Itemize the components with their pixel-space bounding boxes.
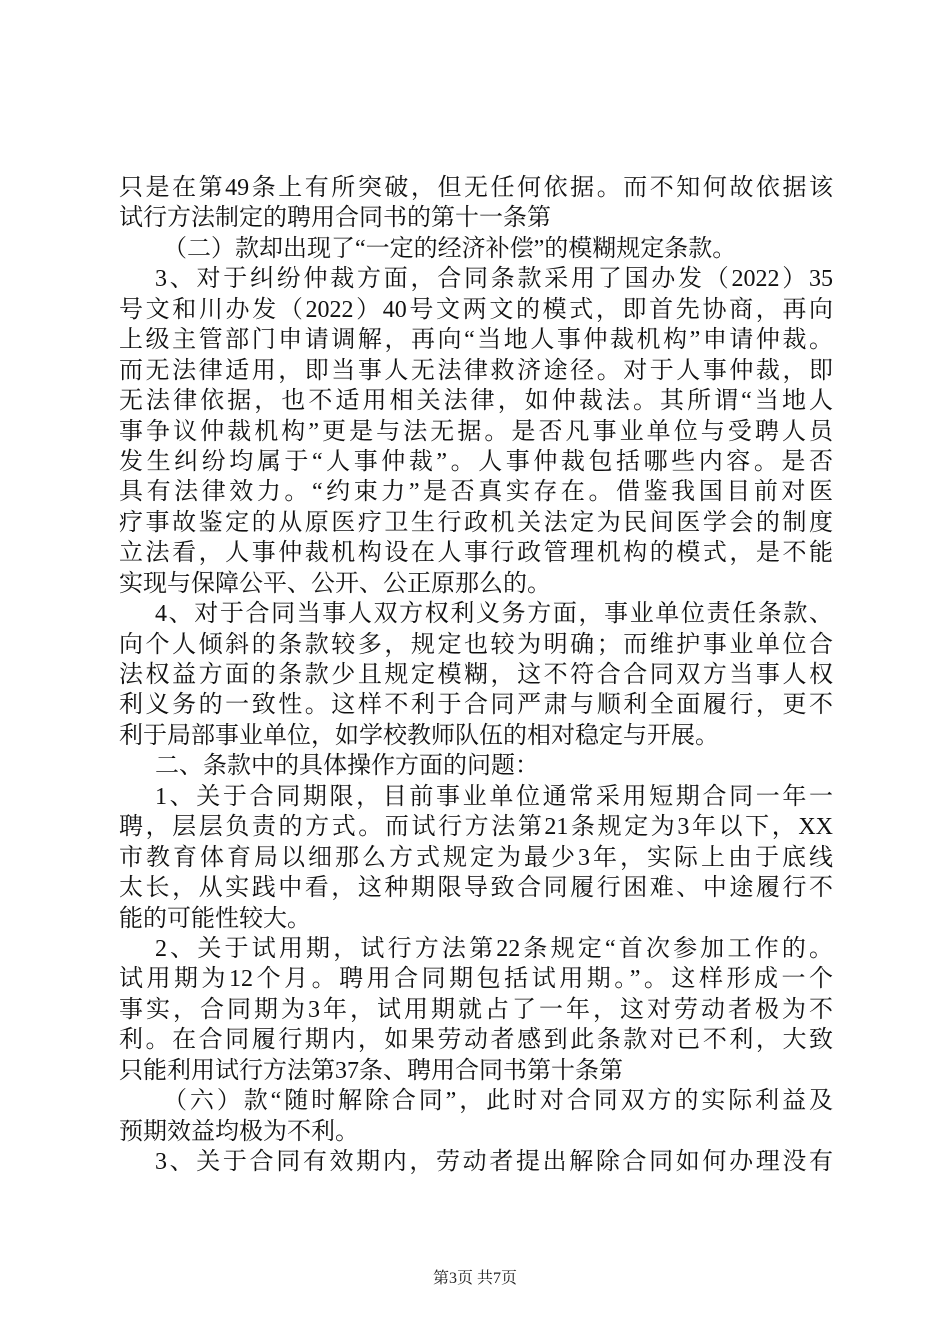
- section-heading: 二、条款中的具体操作方面的问题：: [155, 753, 539, 780]
- text-line: 事实，合同期为3年，试用期就占了一年，这对劳动者极为不: [119, 996, 833, 1023]
- text-line: 具有法律效力。“约束力”是否真实存在。借鉴我国目前对医: [119, 479, 833, 506]
- text-line: 利义务的一致性。这样不利于合同严肃与顺利全面履行，更不: [119, 692, 833, 719]
- text-line: 试用期为12个月。聘用合同期包括试用期。”。这样形成一个: [119, 966, 833, 993]
- text-line: 号文和川办发（2022）40号文两文的模式，即首先协商，再向: [119, 296, 833, 323]
- text-line: 能的可能性较大。: [119, 905, 311, 932]
- text-line: 而无法律适用，即当事人无法律救济途径。对于人事仲裁，即: [119, 357, 833, 384]
- text-line: 向个人倾斜的条款较多，规定也较为明确；而维护事业单位合: [119, 631, 833, 658]
- text-line: 发生纠纷均属于“人事仲裁”。人事仲裁包括哪些内容。是否: [119, 448, 833, 475]
- text-line: 事争议仲裁机构”更是与法无据。是否凡事业单位与受聘人员: [119, 418, 833, 445]
- text-line: 3、对于纠纷仲裁方面，合同条款采用了国办发（2022）35: [155, 266, 833, 293]
- text-line: 3、关于合同有效期内，劳动者提出解除合同如何办理没有: [155, 1149, 833, 1175]
- text-line: 市教育体育局以细那么方式规定为最少3年，实际上由于底线: [119, 844, 833, 871]
- text-line: （二）款却出现了“一定的经济补偿”的模糊规定条款。: [163, 235, 737, 262]
- text-line: 只是在第49条上有所突破，但无任何依据。而不知何故依据该: [119, 175, 833, 201]
- page-number-footer: 第3页 共7页: [432, 1270, 517, 1287]
- text-line: 太长，从实践中看，这种期限导致合同履行困难、中途履行不: [119, 875, 833, 902]
- text-line: 只能利用试行方法第37条、聘用合同书第十条第: [119, 1057, 623, 1084]
- text-line: 实现与保障公平、公开、公正原那么的。: [119, 570, 551, 597]
- text-line: 预期效益均极为不利。: [119, 1118, 359, 1145]
- text-line: 利于局部事业单位，如学校教师队伍的相对稳定与开展。: [119, 722, 719, 749]
- text-line: 试行方法制定的聘用合同书的第十一条第: [119, 205, 551, 232]
- text-line: 上级主管部门申请调解，再向“当地人事仲裁机构”申请仲裁。: [119, 327, 833, 354]
- text-line: 1、关于合同期限，目前事业单位通常采用短期合同一年一: [155, 783, 833, 810]
- text-line: 利。在合同履行期内，如果劳动者感到此条款对已不利，大致: [119, 1027, 833, 1054]
- text-line: 无法律依据，也不适用相关法律，如仲裁法。其所谓“当地人: [119, 388, 833, 415]
- text-line: 2、关于试用期，试行方法第22条规定“首次参加工作的。: [155, 935, 833, 962]
- text-line: 立法看，人事仲裁机构设在人事行政管理机构的模式，是不能: [119, 540, 833, 567]
- text-line: 疗事故鉴定的从原医疗卫生行政机关法定为民间医学会的制度: [119, 509, 833, 536]
- text-line: （六）款“随时解除合同”，此时对合同双方的实际利益及: [163, 1088, 833, 1115]
- text-line: 聘，层层负责的方式。而试行方法第21条规定为3年以下，XX: [119, 814, 833, 841]
- text-line: 法权益方面的条款少且规定模糊，这不符合合同双方当事人权: [119, 662, 833, 688]
- text-line: 4、对于合同当事人双方权利义务方面，事业单位责任条款、: [155, 601, 833, 628]
- document-body: [119, 173, 833, 1177]
